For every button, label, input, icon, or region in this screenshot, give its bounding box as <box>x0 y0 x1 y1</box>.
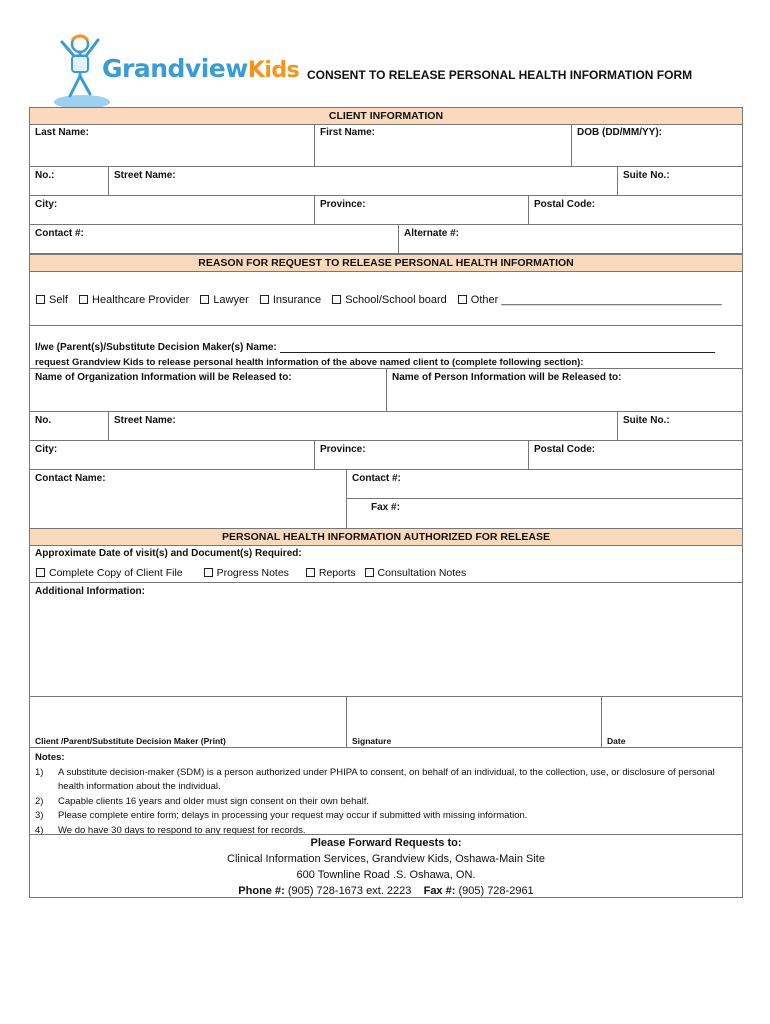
checkbox-icon[interactable] <box>36 568 45 577</box>
forward-title: Please Forward Requests to: <box>310 837 462 849</box>
section-header-authorized: PERSONAL HEALTH INFORMATION AUTHORIZED FOR RELEASE <box>29 528 743 546</box>
checkbox-icon[interactable] <box>306 568 315 577</box>
client-city-label: City: <box>35 199 58 210</box>
reason-option-school[interactable]: School/School board <box>332 294 447 306</box>
last-name-label: Last Name: <box>35 127 89 138</box>
recipient-fax-field[interactable] <box>346 498 743 529</box>
contact-name-label: Contact Name: <box>35 473 106 484</box>
notes-title: Notes: <box>35 752 65 763</box>
recipient-city-label: City: <box>35 444 58 455</box>
client-no-label: No.: <box>35 170 55 181</box>
person-name-label: Name of Person Information will be Released to: <box>392 372 622 383</box>
note-item: 4) We do have 30 days to respond to any request for records. <box>35 824 306 836</box>
print-name-label: Client /Parent/Substitute Decision Maker (Print) <box>35 736 226 746</box>
page-title: CONSENT TO RELEASE PERSONAL HEALTH INFORMATION FORM <box>307 68 693 82</box>
checkbox-icon[interactable] <box>332 295 341 304</box>
recipient-street-label: Street Name: <box>114 415 176 426</box>
grandview-kids-logo <box>52 30 300 108</box>
recipient-contact-label: Contact #: <box>352 473 401 484</box>
forward-line1: Clinical Information Services, Grandview Kids, Oshawa-Main Site <box>227 853 545 865</box>
recipient-suite-label: Suite No.: <box>623 415 670 426</box>
client-street-label: Street Name: <box>114 170 176 181</box>
checkbox-icon[interactable] <box>260 295 269 304</box>
parent-name-line[interactable] <box>280 352 715 353</box>
doc-option-reports[interactable]: Reports <box>306 567 356 579</box>
checkbox-icon[interactable] <box>200 295 209 304</box>
recipient-street-field[interactable] <box>108 411 618 441</box>
approx-date-label: Approximate Date of visit(s) and Document(s) Required: <box>35 548 302 559</box>
iwe-label: I/we (Parent(s)/Substitute Decision Maker(s) Name: <box>35 342 715 353</box>
recipient-province-label: Province: <box>320 444 366 455</box>
doc-option-consultation-notes[interactable]: Consultation Notes <box>365 567 467 579</box>
dob-label: DOB (DD/MM/YY): <box>577 127 662 138</box>
recipient-city-field[interactable] <box>29 440 315 470</box>
reason-option-self[interactable]: Self <box>36 294 68 306</box>
signature-label: Signature <box>352 736 392 746</box>
doc-option-complete-file[interactable]: Complete Copy of Client File <box>36 567 183 579</box>
reason-option-healthcare-provider[interactable]: Healthcare Provider <box>79 294 189 306</box>
forward-phone-fax: Phone #: (905) 728-1673 ext. 2223 Fax #: (905) 728-2961 <box>238 885 534 897</box>
client-contact-label: Contact #: <box>35 228 84 239</box>
checkbox-icon[interactable] <box>365 568 374 577</box>
reason-option-insurance[interactable]: Insurance <box>260 294 321 306</box>
forward-section <box>29 834 743 899</box>
first-name-label: First Name: <box>320 127 376 138</box>
note-item: 1) A substitute decision-maker (SDM) is a person authorized under PHIPA to consent, on behalf of an individual, to the collection, use, or disclosure of personal health information about the individual. <box>35 766 715 792</box>
client-alternate-label: Alternate #: <box>404 228 460 239</box>
section-header-reason: REASON FOR REQUEST TO RELEASE PERSONAL HEALTH INFORMATION <box>29 254 743 272</box>
additional-info-label: Additional Information: <box>35 586 145 597</box>
checkbox-icon[interactable] <box>36 295 45 304</box>
forward-line2: 600 Townline Road .S. Oshawa, ON. <box>296 869 476 881</box>
checkbox-icon[interactable] <box>458 295 467 304</box>
checkbox-icon[interactable] <box>204 568 213 577</box>
client-postal-label: Postal Code: <box>534 199 596 210</box>
client-contact-field[interactable] <box>29 224 399 254</box>
client-street-field[interactable] <box>108 166 618 196</box>
note-item: 3) Please complete entire form; delays in processing your request may occur if submitted with missing information. <box>35 810 528 821</box>
notes-section <box>35 751 740 838</box>
recipient-postal-label: Postal Code: <box>534 444 596 455</box>
document-options-row <box>36 567 474 579</box>
client-city-field[interactable] <box>29 195 315 225</box>
org-name-label: Name of Organization Information will be Released to: <box>35 372 292 383</box>
client-suite-label: Suite No.: <box>623 170 670 181</box>
reason-option-lawyer[interactable]: Lawyer <box>200 294 248 306</box>
recipient-contact-field[interactable] <box>346 469 743 499</box>
recipient-fax-label: Fax #: <box>371 502 400 513</box>
recipient-no-label: No. <box>35 415 52 426</box>
reason-options-row <box>36 294 730 306</box>
additional-info-field[interactable] <box>29 582 743 697</box>
section-header-client-info: CLIENT INFORMATION <box>29 107 743 125</box>
request-statement: request Grandview Kids to release personal health information of the above named client to (complete following section): <box>35 357 584 368</box>
reason-option-other[interactable]: Other ____________________________________ <box>458 294 722 306</box>
client-province-label: Province: <box>320 199 366 210</box>
brand-wordmark: GrandviewKids <box>102 54 300 83</box>
other-blank[interactable]: ____________________________________ <box>501 294 722 306</box>
doc-option-progress-notes[interactable]: Progress Notes <box>204 567 289 579</box>
note-item: 2) Capable clients 16 years and older must sign consent on their own behalf. <box>35 795 370 807</box>
date-label: Date <box>607 736 626 746</box>
checkbox-icon[interactable] <box>79 295 88 304</box>
